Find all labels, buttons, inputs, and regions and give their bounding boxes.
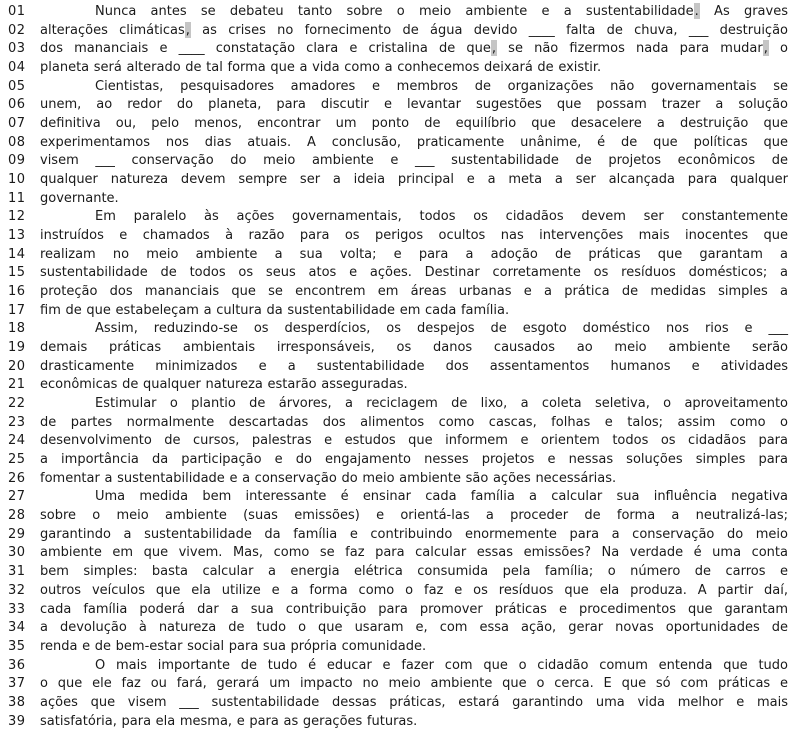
line-number: 13	[8, 228, 26, 244]
text-segment: cada família poderá dar a sua contribuição para promover práticas e procedimentos que garantam	[40, 601, 788, 617]
text-line	[0, 414, 795, 433]
text-segment: unem, ao redor do planeta, para discutir e levantar sugestões que possam trazer a solução	[40, 97, 788, 113]
line-number: 16	[8, 284, 26, 300]
text-segment: bem simples: basta calcular a energia elétrica consumida pela família; o número de carros e	[40, 564, 788, 580]
text-line	[0, 395, 795, 414]
text-segment: realizam no meio ambiente a sua volta; e para a adoção de práticas que garantam a	[40, 246, 788, 262]
text-line	[0, 152, 795, 171]
text-line	[0, 451, 795, 470]
text-segment: fim de que estabeleçam a cultura da sustentabilidade em cada família.	[40, 302, 510, 318]
line-number: 18	[8, 321, 26, 337]
line-text	[40, 78, 788, 97]
highlighted-punctuation: ,	[491, 41, 497, 57]
line-number: 26	[8, 470, 26, 486]
text-segment: fomentar a sustentabilidade e a conservação do meio ambiente são ações necessárias.	[40, 470, 617, 486]
line-number: 04	[8, 60, 26, 76]
text-line	[0, 358, 795, 377]
text-segment: satisfatória, para ela mesma, e para as gerações futuras.	[40, 713, 418, 729]
line-text	[40, 582, 788, 601]
line-number: 08	[8, 134, 26, 150]
text-segment: dos mananciais e ____ constatação clara e cristalina de que	[40, 41, 491, 57]
text-segment: Uma medida bem interessante é ensinar cada família a calcular sua influência negativa	[95, 489, 788, 505]
text-segment: demais práticas ambientais irresponsáveis, os danos causados ao meio ambiente serão	[40, 340, 788, 356]
text-segment: ações que visem ___ sustentabilidade dessas práticas, estará garantindo uma vida melhor e mais	[40, 694, 788, 710]
line-number: 22	[8, 396, 26, 412]
line-number: 23	[8, 414, 26, 430]
passage-lines	[0, 3, 795, 731]
line-number: 15	[8, 265, 26, 281]
line-text	[40, 563, 788, 582]
line-number: 39	[8, 713, 26, 729]
line-number: 02	[8, 22, 26, 38]
line-text	[40, 376, 788, 395]
line-number: 11	[8, 190, 26, 206]
line-number: 10	[8, 172, 26, 188]
line-number: 35	[8, 638, 26, 654]
text-segment: renda e de bem-estar social para sua própria comunidade.	[40, 638, 427, 654]
text-segment: O mais importante de tudo é educar e fazer com que o cidadão comum entenda que tudo	[95, 657, 788, 673]
text-line	[0, 526, 795, 545]
text-line	[0, 339, 795, 358]
line-text	[40, 171, 788, 190]
text-segment: o	[768, 41, 788, 57]
line-text	[40, 657, 788, 676]
line-number: 01	[8, 4, 26, 19]
text-segment: Em paralelo às ações governamentais, todos os cidadãos devem ser constantemente	[95, 209, 788, 225]
line-number: 12	[8, 209, 26, 225]
line-text	[40, 619, 788, 638]
line-text	[40, 283, 788, 302]
line-text	[40, 488, 788, 507]
line-number: 24	[8, 433, 26, 449]
text-segment: qualquer natureza devem sempre ser a ideia principal e a meta a ser alcançada para qualquer	[40, 172, 788, 188]
text-segment: de partes normalmente descartadas dos alimentos como cascas, folhas e talos; assim como o	[40, 414, 788, 430]
line-text	[40, 358, 788, 377]
line-text	[40, 414, 788, 433]
text-segment: outros veículos que ela utilize e a forma como o faz e os resíduos que ela produza. A partir daí,	[40, 582, 788, 598]
line-text	[40, 3, 788, 22]
line-number: 07	[8, 116, 26, 132]
text-segment: ambiente em que vivem. Mas, como se faz para calcular essas emissões? Na verdade é uma conta	[40, 545, 788, 561]
highlighted-punctuation: ,	[185, 22, 190, 38]
line-text	[40, 264, 788, 283]
line-text	[40, 694, 788, 713]
line-text	[40, 601, 788, 620]
text-line	[0, 246, 795, 265]
text-segment: Nunca antes se debateu tanto sobre o meio ambiente e a sustentabilidade	[95, 4, 694, 19]
text-line	[0, 78, 795, 97]
text-line	[0, 507, 795, 526]
text-segment: garantindo a sustentabilidade da família e contribuindo enormemente para a conservação do meio	[40, 526, 788, 542]
line-text	[40, 40, 788, 59]
line-text	[40, 526, 788, 545]
line-text	[40, 432, 788, 451]
text-line	[0, 601, 795, 620]
text-line	[0, 563, 795, 582]
text-line	[0, 619, 795, 638]
text-segment: Cientistas, pesquisadores amadores e membros de organizações não governamentais se	[95, 78, 788, 94]
text-line	[0, 713, 795, 732]
line-number: 05	[8, 78, 26, 94]
text-line	[0, 675, 795, 694]
text-line	[0, 657, 795, 676]
text-segment: drasticamente minimizados e a sustentabilidade dos assentamentos humanos e atividades	[40, 358, 788, 374]
line-number: 25	[8, 452, 26, 468]
line-number: 20	[8, 358, 26, 374]
line-number: 06	[8, 97, 26, 113]
text-line	[0, 3, 795, 22]
text-segment: econômicas de qualquer natureza estarão asseguradas.	[40, 377, 408, 393]
line-text	[40, 544, 788, 563]
text-line	[0, 40, 795, 59]
text-line	[0, 320, 795, 339]
text-line	[0, 115, 795, 134]
text-segment: instruídos e chamados à razão para os perigos ocultos nas intervenções mais inocentes que	[40, 228, 788, 244]
line-text	[40, 302, 788, 321]
text-line	[0, 694, 795, 713]
line-text	[40, 59, 788, 78]
text-line	[0, 190, 795, 209]
line-text	[40, 339, 788, 358]
line-text	[40, 470, 788, 489]
text-segment: definitiva ou, pelo menos, encontrar um ponto de equilíbrio que desacelere a destruição que	[40, 116, 788, 132]
text-segment: alterações climáticas	[40, 22, 185, 38]
line-text	[40, 638, 788, 657]
line-text	[40, 246, 788, 265]
text-line	[0, 432, 795, 451]
line-text	[40, 395, 788, 414]
text-line	[0, 208, 795, 227]
text-segment: sobre o meio ambiente (suas emissões) e orientá-las a proceder de forma a neutralizá-las;	[40, 508, 788, 524]
text-segment: proteção dos mananciais que se encontrem em áreas urbanas e a prática de medidas simples a	[40, 284, 788, 300]
line-number: 38	[8, 694, 26, 710]
text-segment: governante.	[40, 190, 119, 206]
text-line	[0, 544, 795, 563]
line-number: 03	[8, 41, 26, 57]
text-segment: se não fizermos nada para mudar	[497, 41, 763, 57]
text-line	[0, 376, 795, 395]
text-line	[0, 171, 795, 190]
text-segment: Estimular o plantio de árvores, a reciclagem de lixo, a coleta seletiva, o aproveitamento	[95, 396, 788, 412]
line-text	[40, 115, 788, 134]
highlighted-punctuation: ,	[763, 41, 768, 57]
text-line	[0, 638, 795, 657]
line-number: 36	[8, 657, 26, 673]
text-segment: Assim, reduzindo-se os desperdícios, os despejos de esgoto doméstico nos rios e ___	[95, 321, 788, 337]
line-number: 21	[8, 377, 26, 393]
line-text	[40, 134, 788, 153]
line-text	[40, 227, 788, 246]
line-number: 37	[8, 676, 26, 692]
line-number: 34	[8, 620, 26, 636]
text-line	[0, 134, 795, 153]
line-text	[40, 713, 788, 732]
text-segment: o que ele faz ou fará, gerará um impacto no meio ambiente que o cerca. E que só com práticas e	[40, 676, 788, 692]
line-number: 17	[8, 302, 26, 318]
text-line	[0, 283, 795, 302]
line-number: 14	[8, 246, 26, 262]
text-segment: As graves	[699, 4, 788, 19]
text-line	[0, 96, 795, 115]
line-text	[40, 190, 788, 209]
text-line	[0, 22, 795, 41]
line-text	[40, 96, 788, 115]
text-segment: experimentamos nos dias atuais. A conclusão, praticamente unânime, é de que políticas que	[40, 134, 788, 150]
text-line	[0, 59, 795, 78]
line-number: 09	[8, 153, 26, 169]
text-segment: visem ___ conservação do meio ambiente e ___ sustentabilidade de projetos econômicos de	[40, 153, 788, 169]
line-number: 19	[8, 340, 26, 356]
text-segment: a devolução à natureza de tudo o que usaram e, com essa ação, gerar novas oportunidades de	[40, 620, 788, 636]
line-text	[40, 320, 788, 339]
text-segment: sustentabilidade de todos os seus atos e ações. Destinar corretamente os resíduos domésticos; a	[40, 265, 788, 281]
line-number: 28	[8, 508, 26, 524]
line-text	[40, 152, 788, 171]
highlighted-punctuation: .	[694, 4, 699, 19]
text-segment: planeta será alterado de tal forma que a vida como a conhecemos deixará de existir.	[40, 60, 602, 76]
line-number: 32	[8, 582, 26, 598]
text-line	[0, 488, 795, 507]
text-segment: as crises no fornecimento de água devido ____ falta de chuva, ___ destruição	[190, 22, 788, 38]
line-text	[40, 451, 788, 470]
text-segment: desenvolvimento de cursos, palestras e estudos que informem e orientem todos os cidadãos para	[40, 433, 788, 449]
line-number: 33	[8, 601, 26, 617]
text-line	[0, 227, 795, 246]
text-line	[0, 264, 795, 283]
line-number: 31	[8, 564, 26, 580]
line-number: 30	[8, 545, 26, 561]
line-text	[40, 22, 788, 41]
line-text	[40, 675, 788, 694]
text-line	[0, 582, 795, 601]
line-text	[40, 507, 788, 526]
text-segment: a importância da participação e do engajamento nesses projetos e nessas soluções simples para	[40, 452, 788, 468]
text-line	[0, 470, 795, 489]
text-line	[0, 302, 795, 321]
line-number: 27	[8, 489, 26, 505]
line-number: 29	[8, 526, 26, 542]
line-text	[40, 208, 788, 227]
